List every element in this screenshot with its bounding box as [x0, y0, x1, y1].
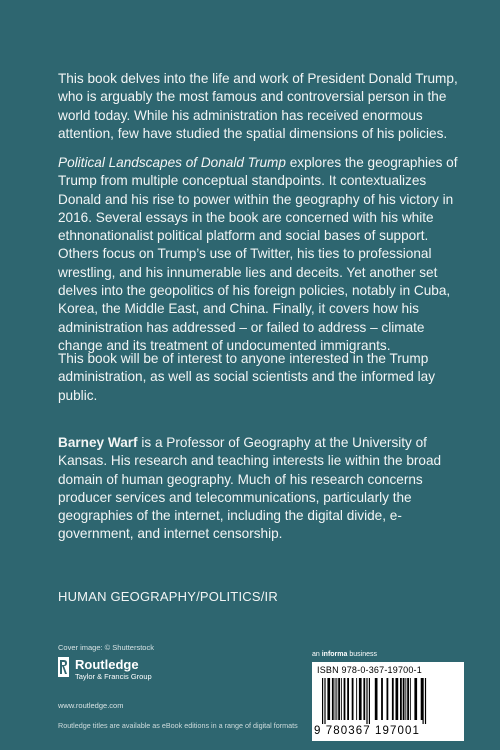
cover-credit: Cover image: © Shutterstock [58, 643, 154, 652]
blurb-paragraph-audience: This book will be of interest to anyone interested in the Trump administration, as well as social scientists and the informed lay public. [58, 351, 436, 403]
routledge-logo-icon [58, 657, 69, 677]
barcode-bars [316, 678, 460, 724]
ebook-note: Routledge titles are available as eBook editions in a range of digital formats [58, 721, 298, 730]
informa-business-tag [312, 651, 377, 658]
author-bio-text: is a Professor of Geography at the University of Kansas. His research and teaching interests lie within the broad domain of human geography. Much of his research concerns producer services and telecommunications, particularly the geographies of the internet, including the digital divide, e-government, and internet censorship. [58, 435, 442, 542]
subject-category: HUMAN GEOGRAPHY/POLITICS/IR [58, 589, 278, 604]
publisher-website[interactable]: www.routledge.com [58, 701, 124, 710]
blurb-paragraph-intro: This book delves into the life and work of President Donald Trump, who is arguably the most famous and controversial person in the world today. While his administration has received enormous attention, few have studied the spatial dimensions of his policies. [58, 71, 458, 141]
informa-brand: informa [321, 651, 348, 658]
informa-prefix: an [312, 651, 322, 658]
author-bio [58, 434, 466, 544]
publisher-name: Routledge [75, 657, 139, 672]
contents-text: explores the geographies of Trump from multiple conceptual standpoints. It contextualizes Donald and his rise to power within the geography of his victory in 2016. Several essays in the book are concerned with his white ethnonationalist political platform and social bases of support. Others focus on Trump’s use of Twitter, his ties to professional wrestling, and his innumerable lies and deceits. Yet another set delves into the geopolitics of his foreign policies, notably in Cuba, Korea, the Middle East, and China. Finally, it covers how his administration has addressed – or failed to address – climate change and its treatment of undocumented immigrants. [58, 155, 458, 353]
barcode-digits: 9 780367 197001 [314, 725, 421, 737]
publisher-logo [58, 657, 152, 681]
informa-suffix: business [347, 651, 377, 658]
book-title: Political Landscapes of Donald Trump [58, 155, 286, 170]
blurb-paragraph-contents [58, 154, 466, 355]
author-name: Barney Warf [58, 435, 138, 450]
publisher-group: Taylor & Francis Group [75, 672, 152, 681]
isbn-text: ISBN 978-0-367-19700-1 [317, 665, 422, 675]
isbn-barcode [312, 662, 464, 741]
